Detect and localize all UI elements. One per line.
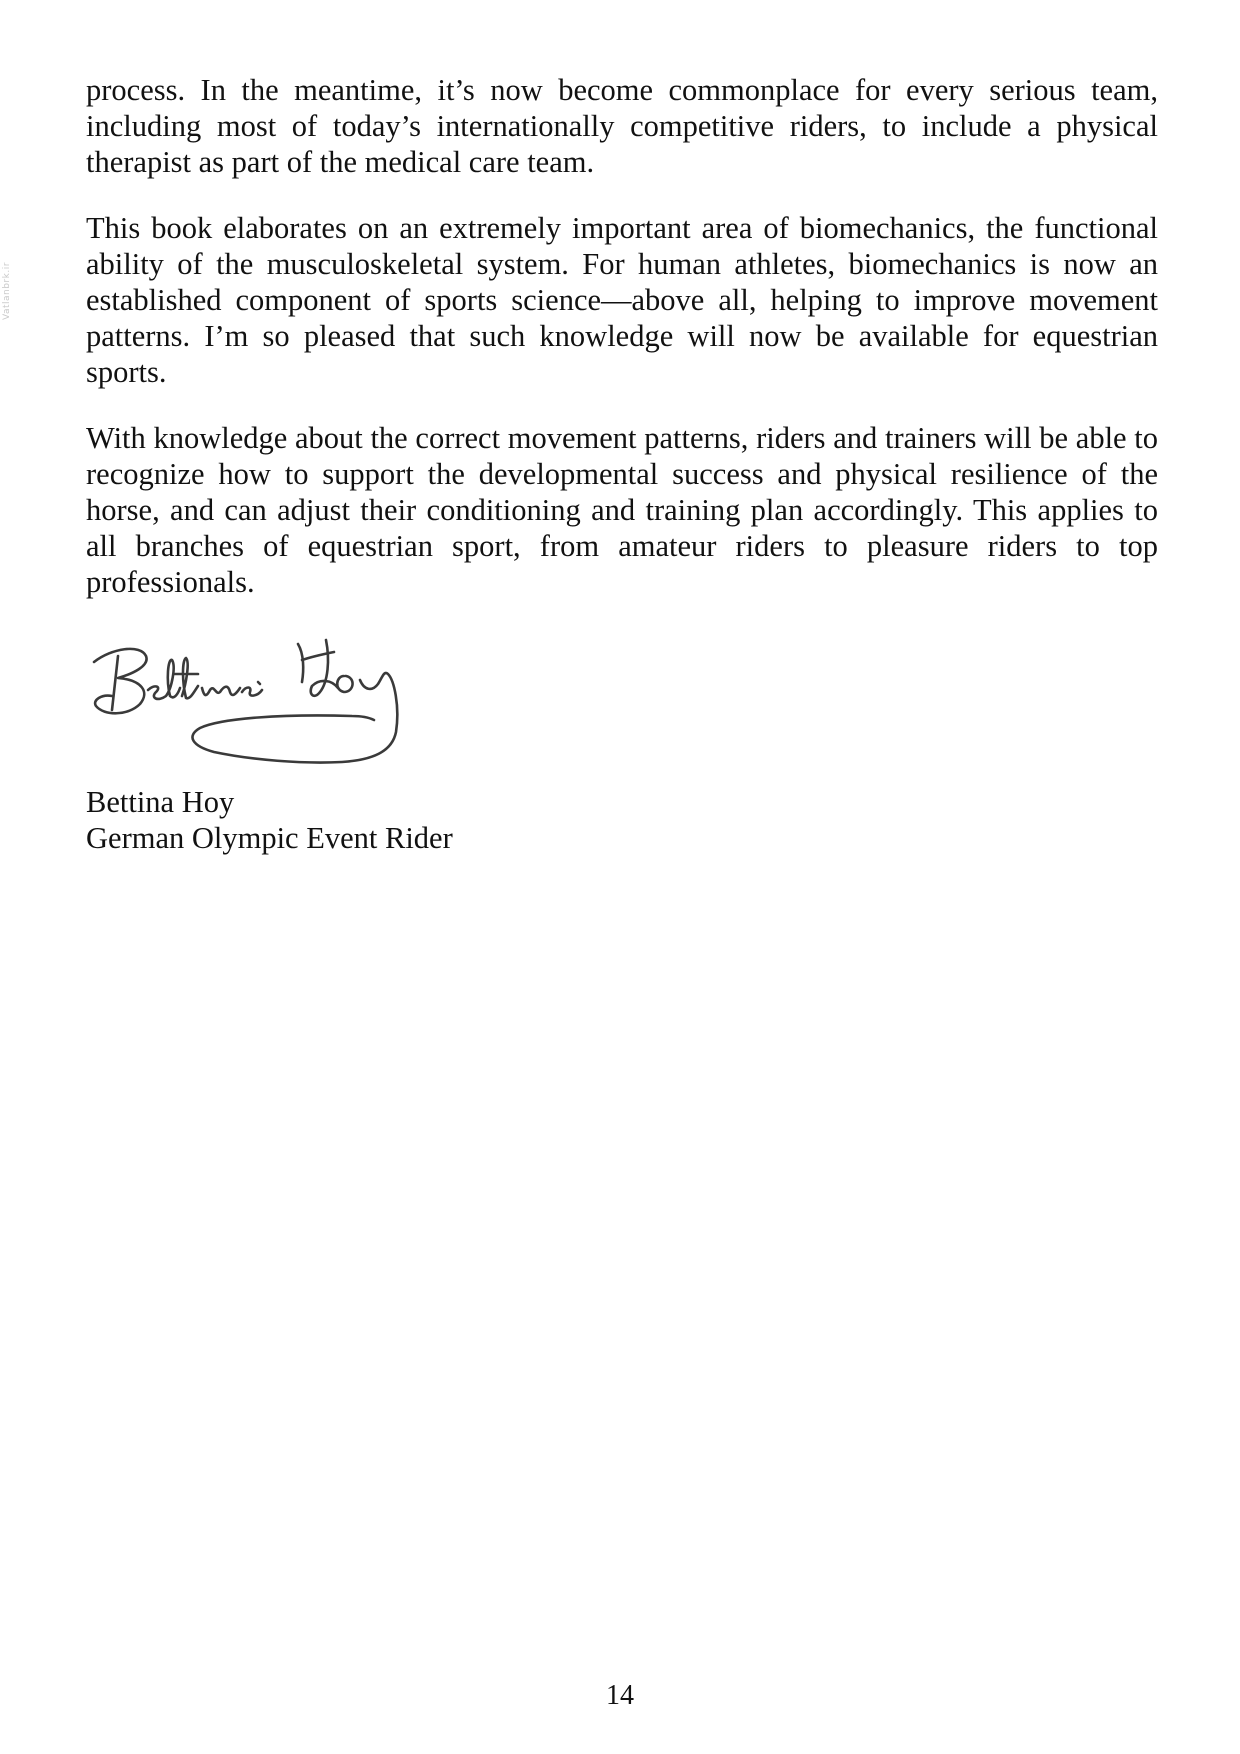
paragraph-3: With knowledge about the correct movement patterns, riders and trainers will be able to recognize how to support the developmental success and physical resilience of the horse, and can adjust their conditioning and training plan accordingly. This applies to all branches of equestrian sport, from amateur riders to pleasure riders to top professionals. [86,421,1158,599]
page-number: 14 [606,1680,634,1711]
paragraph-2: This book elaborates on an extremely important area of biomechanics, the functional ability of the musculoskeletal system. For human athletes, biomechanics is now an established component of sports science—above all, helping to improve movement patterns. I’m so pleased that such knowledge will now be available for equestrian sports. [86,211,1158,389]
paragraph-1: process. In the meantime, it’s now become commonplace for every serious team, including most of today’s internationally competitive riders, to include a physical therapist as part of the medical care team. [86,73,1158,179]
author-title: German Olympic Event Rider [86,821,453,855]
signature-block [86,784,1158,856]
page-body [86,72,1158,856]
handwritten-signature [82,630,462,780]
watermark-text: Vatlanbrk.ir [2,262,12,320]
author-name: Bettina Hoy [86,785,235,819]
